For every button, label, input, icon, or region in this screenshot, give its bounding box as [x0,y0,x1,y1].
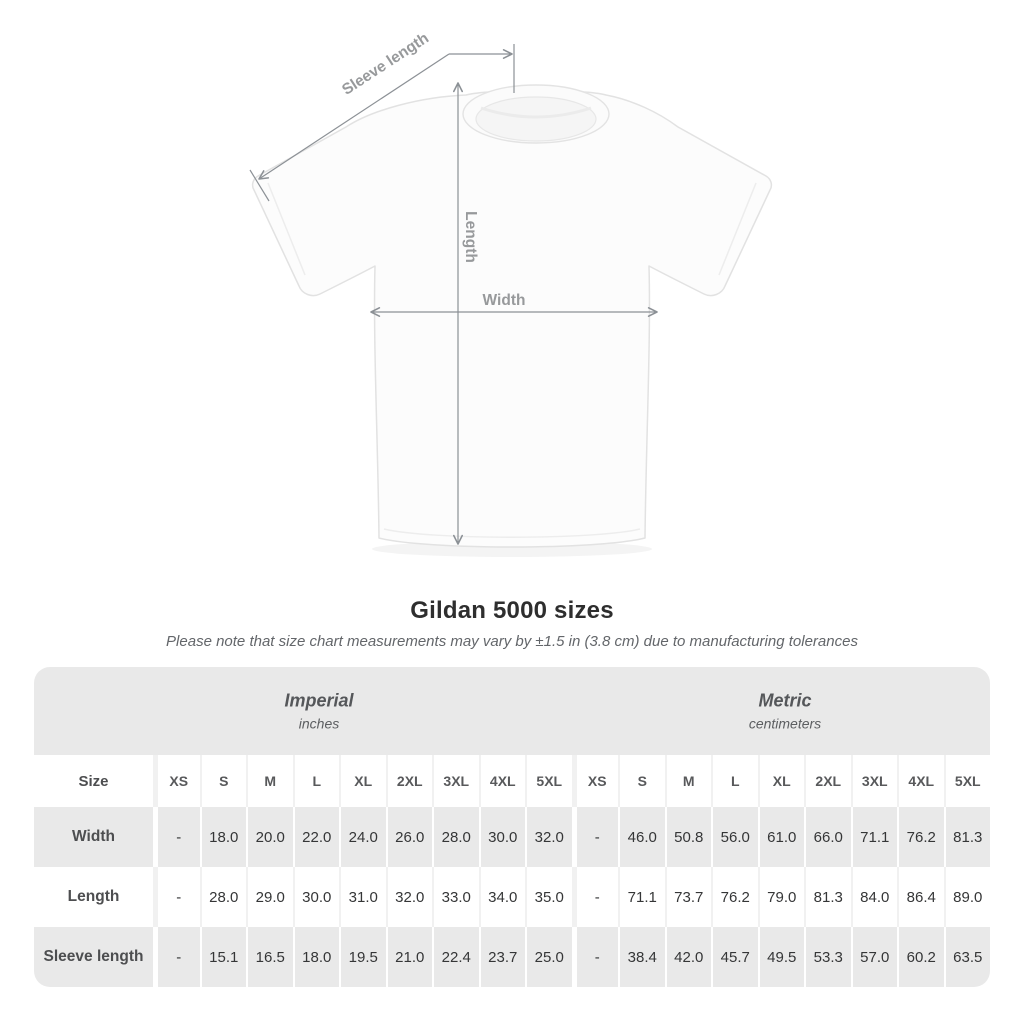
table-cell: - [572,867,619,927]
imperial-unit-label: inches [298,715,340,732]
table-cell: 19.5 [339,927,386,987]
size-column-header: Size [34,755,153,807]
tolerance-note: Please note that size chart measurements may vary by ±1.5 in (3.8 cm) due to manufacturing tolerances [166,633,858,650]
table-cell: 28.0 [200,867,247,927]
length-row [34,867,990,927]
table-cell: 34.0 [479,867,526,927]
table-cell: 76.2 [711,867,758,927]
row-label-length: Length [34,867,153,927]
width-label: Width [482,292,526,309]
table-cell: 22.0 [293,807,340,867]
col-metric-3xl: 3XL [851,755,898,807]
collar-opening [476,97,596,141]
table-cell: 71.1 [851,807,898,867]
size-header-row [34,755,990,807]
tshirt-body [253,91,772,548]
table-cell: 20.0 [246,807,293,867]
table-cell: 61.0 [758,807,805,867]
table-cell: 73.7 [665,867,712,927]
table-cell: 30.0 [293,867,340,927]
col-imperial-m: M [246,755,293,807]
table-cell: - [153,927,200,987]
width-row [34,807,990,867]
table-cell: 71.1 [618,867,665,927]
table-cell: 76.2 [897,807,944,867]
row-label-sleeve-length: Sleeve length [34,927,153,987]
col-imperial-s: S [200,755,247,807]
col-metric-l: L [711,755,758,807]
table-cell: 81.3 [944,807,991,867]
col-metric-s: S [618,755,665,807]
table-cell: 25.0 [525,927,572,987]
unit-header-band [34,667,990,755]
table-cell: 15.1 [200,927,247,987]
col-metric-xl: XL [758,755,805,807]
sleeve-length-row [34,927,990,987]
table-cell: - [572,807,619,867]
col-metric-xs: XS [572,755,619,807]
col-metric-m: M [665,755,712,807]
col-metric-5xl: 5XL [944,755,991,807]
imperial-group-header [169,691,469,732]
table-cell: - [572,927,619,987]
table-cell: 22.4 [432,927,479,987]
table-cell: 50.8 [665,807,712,867]
table-cell: 53.3 [804,927,851,987]
table-cell: 84.0 [851,867,898,927]
col-imperial-xs: XS [153,755,200,807]
table-cell: 56.0 [711,807,758,867]
table-cell: 21.0 [386,927,433,987]
table-cell: 45.7 [711,927,758,987]
table-cell: 28.0 [432,807,479,867]
table-cell: 32.0 [525,807,572,867]
table-cell: 26.0 [386,807,433,867]
table-cell: 81.3 [804,867,851,927]
table-cell: 86.4 [897,867,944,927]
table-cell: 18.0 [293,927,340,987]
size-chart-table [34,667,990,987]
table-cell: 35.0 [525,867,572,927]
length-label: Length [462,211,479,263]
table-cell: 32.0 [386,867,433,927]
table-cell: 79.0 [758,867,805,927]
col-metric-2xl: 2XL [804,755,851,807]
table-cell: 46.0 [618,807,665,867]
table-cell: 24.0 [339,807,386,867]
table-cell: 29.0 [246,867,293,927]
metric-label: Metric [758,690,812,711]
table-cell: - [153,867,200,927]
col-imperial-5xl: 5XL [525,755,572,807]
metric-unit-label: centimeters [748,715,822,732]
table-cell: 23.7 [479,927,526,987]
col-imperial-l: L [293,755,340,807]
table-cell: - [153,807,200,867]
table-cell: 66.0 [804,807,851,867]
table-cell: 18.0 [200,807,247,867]
sleeve-length-label: Sleeve length [339,29,432,99]
table-cell: 57.0 [851,927,898,987]
table-cell: 63.5 [944,927,991,987]
col-metric-4xl: 4XL [897,755,944,807]
table-cell: 31.0 [339,867,386,927]
metric-group-header [635,691,935,732]
col-imperial-2xl: 2XL [386,755,433,807]
table-cell: 33.0 [432,867,479,927]
row-label-width: Width [34,807,153,867]
table-cell: 89.0 [944,867,991,927]
page-title: Gildan 5000 sizes [410,597,614,624]
table-cell: 38.4 [618,927,665,987]
table-cell: 42.0 [665,927,712,987]
table-cell: 16.5 [246,927,293,987]
imperial-label: Imperial [284,690,354,711]
col-imperial-xl: XL [339,755,386,807]
col-imperial-3xl: 3XL [432,755,479,807]
table-cell: 30.0 [479,807,526,867]
table-cell: 49.5 [758,927,805,987]
table-cell: 60.2 [897,927,944,987]
measurements-table [34,755,990,987]
col-imperial-4xl: 4XL [479,755,526,807]
